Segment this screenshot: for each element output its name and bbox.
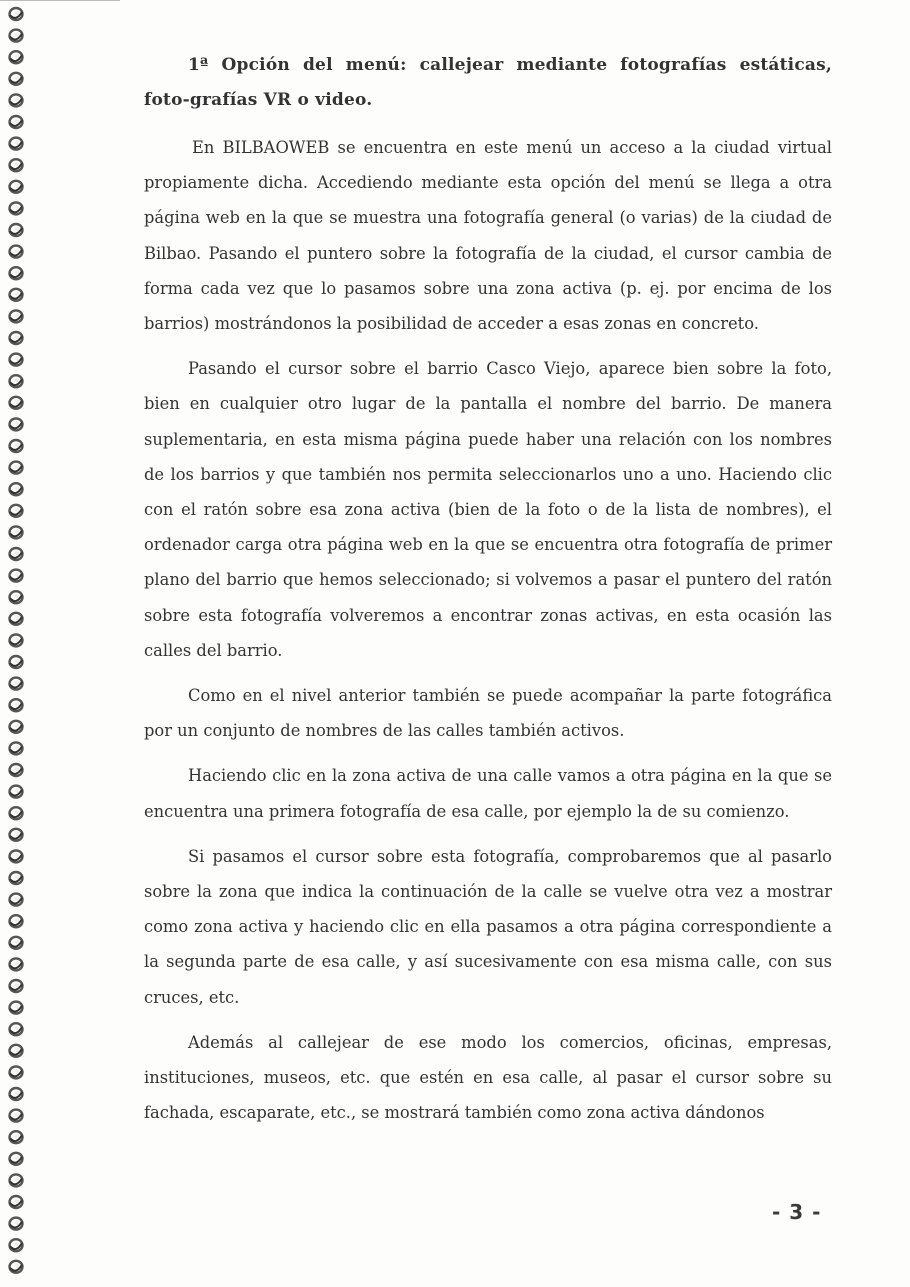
binding-ring <box>10 1261 23 1273</box>
binding-ring <box>10 138 23 150</box>
paragraph-5: Si pasamos el cursor sobre esta fotografía, comprobaremos que al pasarlo sobre la zona que indica la continuación de la calle se vuelve otra vez a mostrar como zona activa y haciendo clic en ella pasamos a otra página correspondiente a la segunda parte de esa calle, y así sucesivamente con esa misma calle, con sus cruces, etc. <box>144 846 832 1007</box>
binding-ring <box>10 894 23 906</box>
binding-ring <box>10 634 23 646</box>
binding-ring <box>10 678 23 690</box>
binding-ring <box>10 1088 23 1100</box>
binding-ring <box>10 1023 23 1035</box>
binding-ring <box>10 1131 23 1143</box>
binding-ring <box>10 980 23 992</box>
binding-ring <box>10 570 23 582</box>
spiral-binding-icon <box>0 0 32 1287</box>
binding-ring <box>10 246 23 258</box>
binding-ring <box>10 850 23 862</box>
section-heading: 1ª Opción del menú: callejear mediante fotografías estáticas, foto-grafías VR o video. <box>144 55 832 110</box>
binding-ring <box>10 440 23 452</box>
binding-ring <box>10 829 23 841</box>
binding-ring <box>10 764 23 776</box>
binding-ring <box>10 30 23 42</box>
binding-ring <box>10 1110 23 1122</box>
binding-ring <box>10 8 23 20</box>
binding-ring <box>10 94 23 106</box>
binding-ring <box>10 786 23 798</box>
binding-ring <box>10 181 23 193</box>
binding-ring <box>10 958 23 970</box>
binding-ring <box>10 742 23 754</box>
binding-ring <box>10 159 23 171</box>
page-number: - 3 - <box>772 1200 822 1224</box>
binding-ring <box>10 505 23 517</box>
binding-ring <box>10 483 23 495</box>
binding-ring <box>10 548 23 560</box>
binding-ring <box>10 807 23 819</box>
binding-ring <box>10 872 23 884</box>
paragraph-4: Haciendo clic en la zona activa de una calle vamos a otra página en la que se encuentra una primera fotografía de esa calle, por ejemplo la de su comienzo. <box>144 766 832 821</box>
binding-ring <box>10 73 23 85</box>
binding-ring <box>10 1239 23 1251</box>
binding-ring <box>10 699 23 711</box>
binding-ring <box>10 116 23 128</box>
binding-ring <box>10 613 23 625</box>
binding-ring <box>10 375 23 387</box>
binding-ring <box>10 1218 23 1230</box>
binding-ring <box>10 526 23 538</box>
binding-ring <box>10 721 23 733</box>
binding-ring <box>10 1174 23 1186</box>
binding-ring <box>10 51 23 63</box>
binding-ring <box>10 1153 23 1165</box>
document-body <box>144 48 832 1140</box>
binding-ring <box>10 332 23 344</box>
binding-ring <box>10 656 23 668</box>
paragraph-1: En BILBAOWEB se encuentra en este menú un acceso a la ciudad virtual propiamente dicha. Accediendo mediante esta opción del menú se llega a otra página web en la que se muestra una fotografía general (o varias) de la ciudad de Bilbao. Pasando el puntero sobre la fotografía de la ciudad, el cursor cambia de forma cada vez que lo pasamos sobre una zona activa (p. ej. por encima de los barrios) mostrándonos la posibilidad de acceder a esas zonas en concreto. <box>144 138 832 334</box>
binding-ring <box>10 462 23 474</box>
binding-ring <box>10 310 23 322</box>
paragraph-3: Como en el nivel anterior también se puede acompañar la parte fotográfica por un conjunto de nombres de las calles también activos. <box>144 686 832 741</box>
binding-ring <box>10 267 23 279</box>
binding-ring <box>10 1045 23 1057</box>
binding-ring <box>10 289 23 301</box>
binding-ring <box>10 591 23 603</box>
binding-ring <box>10 915 23 927</box>
binding-ring <box>10 354 23 366</box>
paragraph-2: Pasando el cursor sobre el barrio Casco Viejo, aparece bien sobre la foto, bien en cualquier otro lugar de la pantalla el nombre del barrio. De manera suplementaria, en esta misma página puede haber una relación con los nombres de los barrios y que también nos permita seleccionarlos uno a uno. Haciendo clic con el ratón sobre esa zona activa (bien de la foto o de la lista de nombres), el ordenador carga otra página web en la que se encuentra otra fotografía de primer plano del barrio que hemos seleccionado; si volvemos a pasar el puntero del ratón sobre esta fotografía volveremos a encontrar zonas activas, en esta ocasión las calles del barrio. <box>144 359 832 660</box>
binding-ring <box>10 1066 23 1078</box>
binding-ring <box>10 397 23 409</box>
paragraph-6: Además al callejear de ese modo los comercios, oficinas, empresas, instituciones, museos, etc. que estén en esa calle, al pasar el cursor sobre su fachada, escaparate, etc., se mostrará también como zona activa dándonos <box>144 1032 832 1123</box>
binding-ring <box>10 224 23 236</box>
binding-ring <box>10 1002 23 1014</box>
binding-ring <box>10 937 23 949</box>
binding-ring <box>10 202 23 214</box>
binding-ring <box>10 1196 23 1208</box>
binding-ring <box>10 418 23 430</box>
